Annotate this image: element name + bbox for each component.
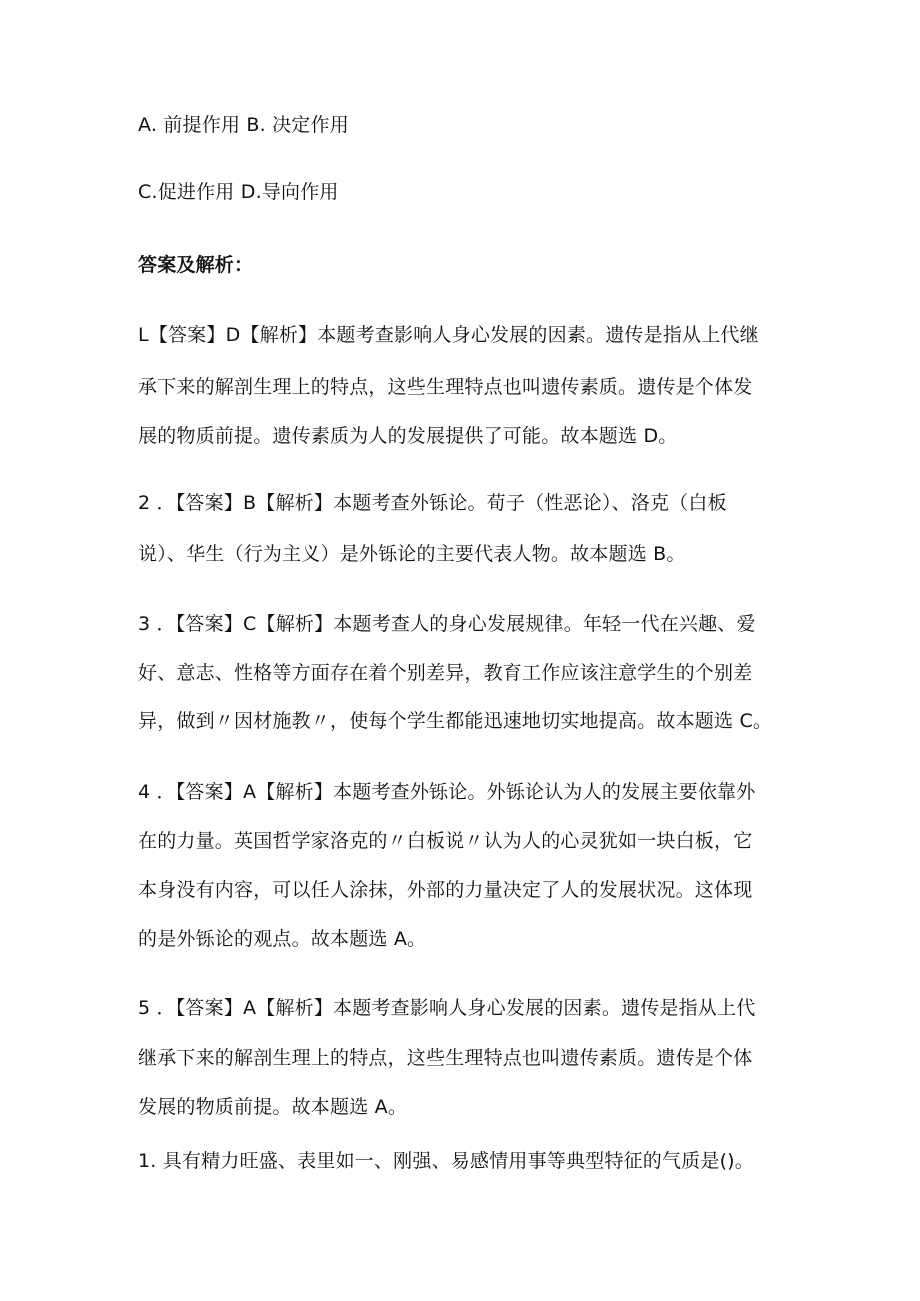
answer-line: 的是外铄论的观点。故本题选 A。 [138, 928, 427, 950]
answer-line: 2 ．【答案】B【解析】本题考查外铄论。荀子（性恶论）、洛克（白板 [138, 492, 727, 514]
answer-line: 好、意志、性格等方面存在着个别差异，教育工作应该注意学生的个别差 [138, 662, 753, 684]
answer-line: 继承下来的解剖生理上的特点，这些生理特点也叫遗传素质。遗传是个体 [138, 1047, 753, 1069]
options-line-cd: C.促进作用 D.导向作用 [138, 181, 339, 203]
answer-line: 发展的物质前提。故本题选 A。 [138, 1096, 408, 1118]
options-line-ab: A. 前提作用 B. 决定作用 [138, 114, 349, 136]
answers-heading: 答案及解析： [138, 254, 254, 276]
answer-line: 3 ．【答案】C【解析】本题考查人的身心发展规律。年轻一代在兴趣、爱 [138, 613, 756, 635]
answer-line: 展的物质前提。遗传素质为人的发展提供了可能。故本题选 D。 [138, 425, 678, 447]
answer-line: 承下来的解剖生理上的特点，这些生理特点也叫遗传素质。遗传是个体发 [138, 376, 753, 398]
next-question-text: 1. 具有精力旺盛、表里如一、刚强、易感情用事等典型特征的气质是()。 [138, 1150, 754, 1172]
answer-line: 异，做到〃因材施教〃，使每个学生都能迅速地切实地提高。故本题选 C。 [138, 710, 773, 732]
answer-line: 说）、华生（行为主义）是外铄论的主要代表人物。故本题选 B。 [138, 543, 686, 565]
answer-line: 在的力量。英国哲学家洛克的〃白板说〃认为人的心灵犹如一块白板，它 [138, 830, 753, 852]
answer-line: 4 ．【答案】A【解析】本题考查外铄论。外铄论认为人的发展主要依靠外 [138, 781, 756, 803]
answer-line: 本身没有内容，可以任人涂抹，外部的力量决定了人的发展状况。这体现 [138, 879, 753, 901]
answer-line: 5 ．【答案】A【解析】本题考查影响人身心发展的因素。遗传是指从上代 [138, 997, 756, 1019]
answer-line: L【答案】D【解析】本题考查影响人身心发展的因素。遗传是指从上代继 [138, 324, 759, 346]
